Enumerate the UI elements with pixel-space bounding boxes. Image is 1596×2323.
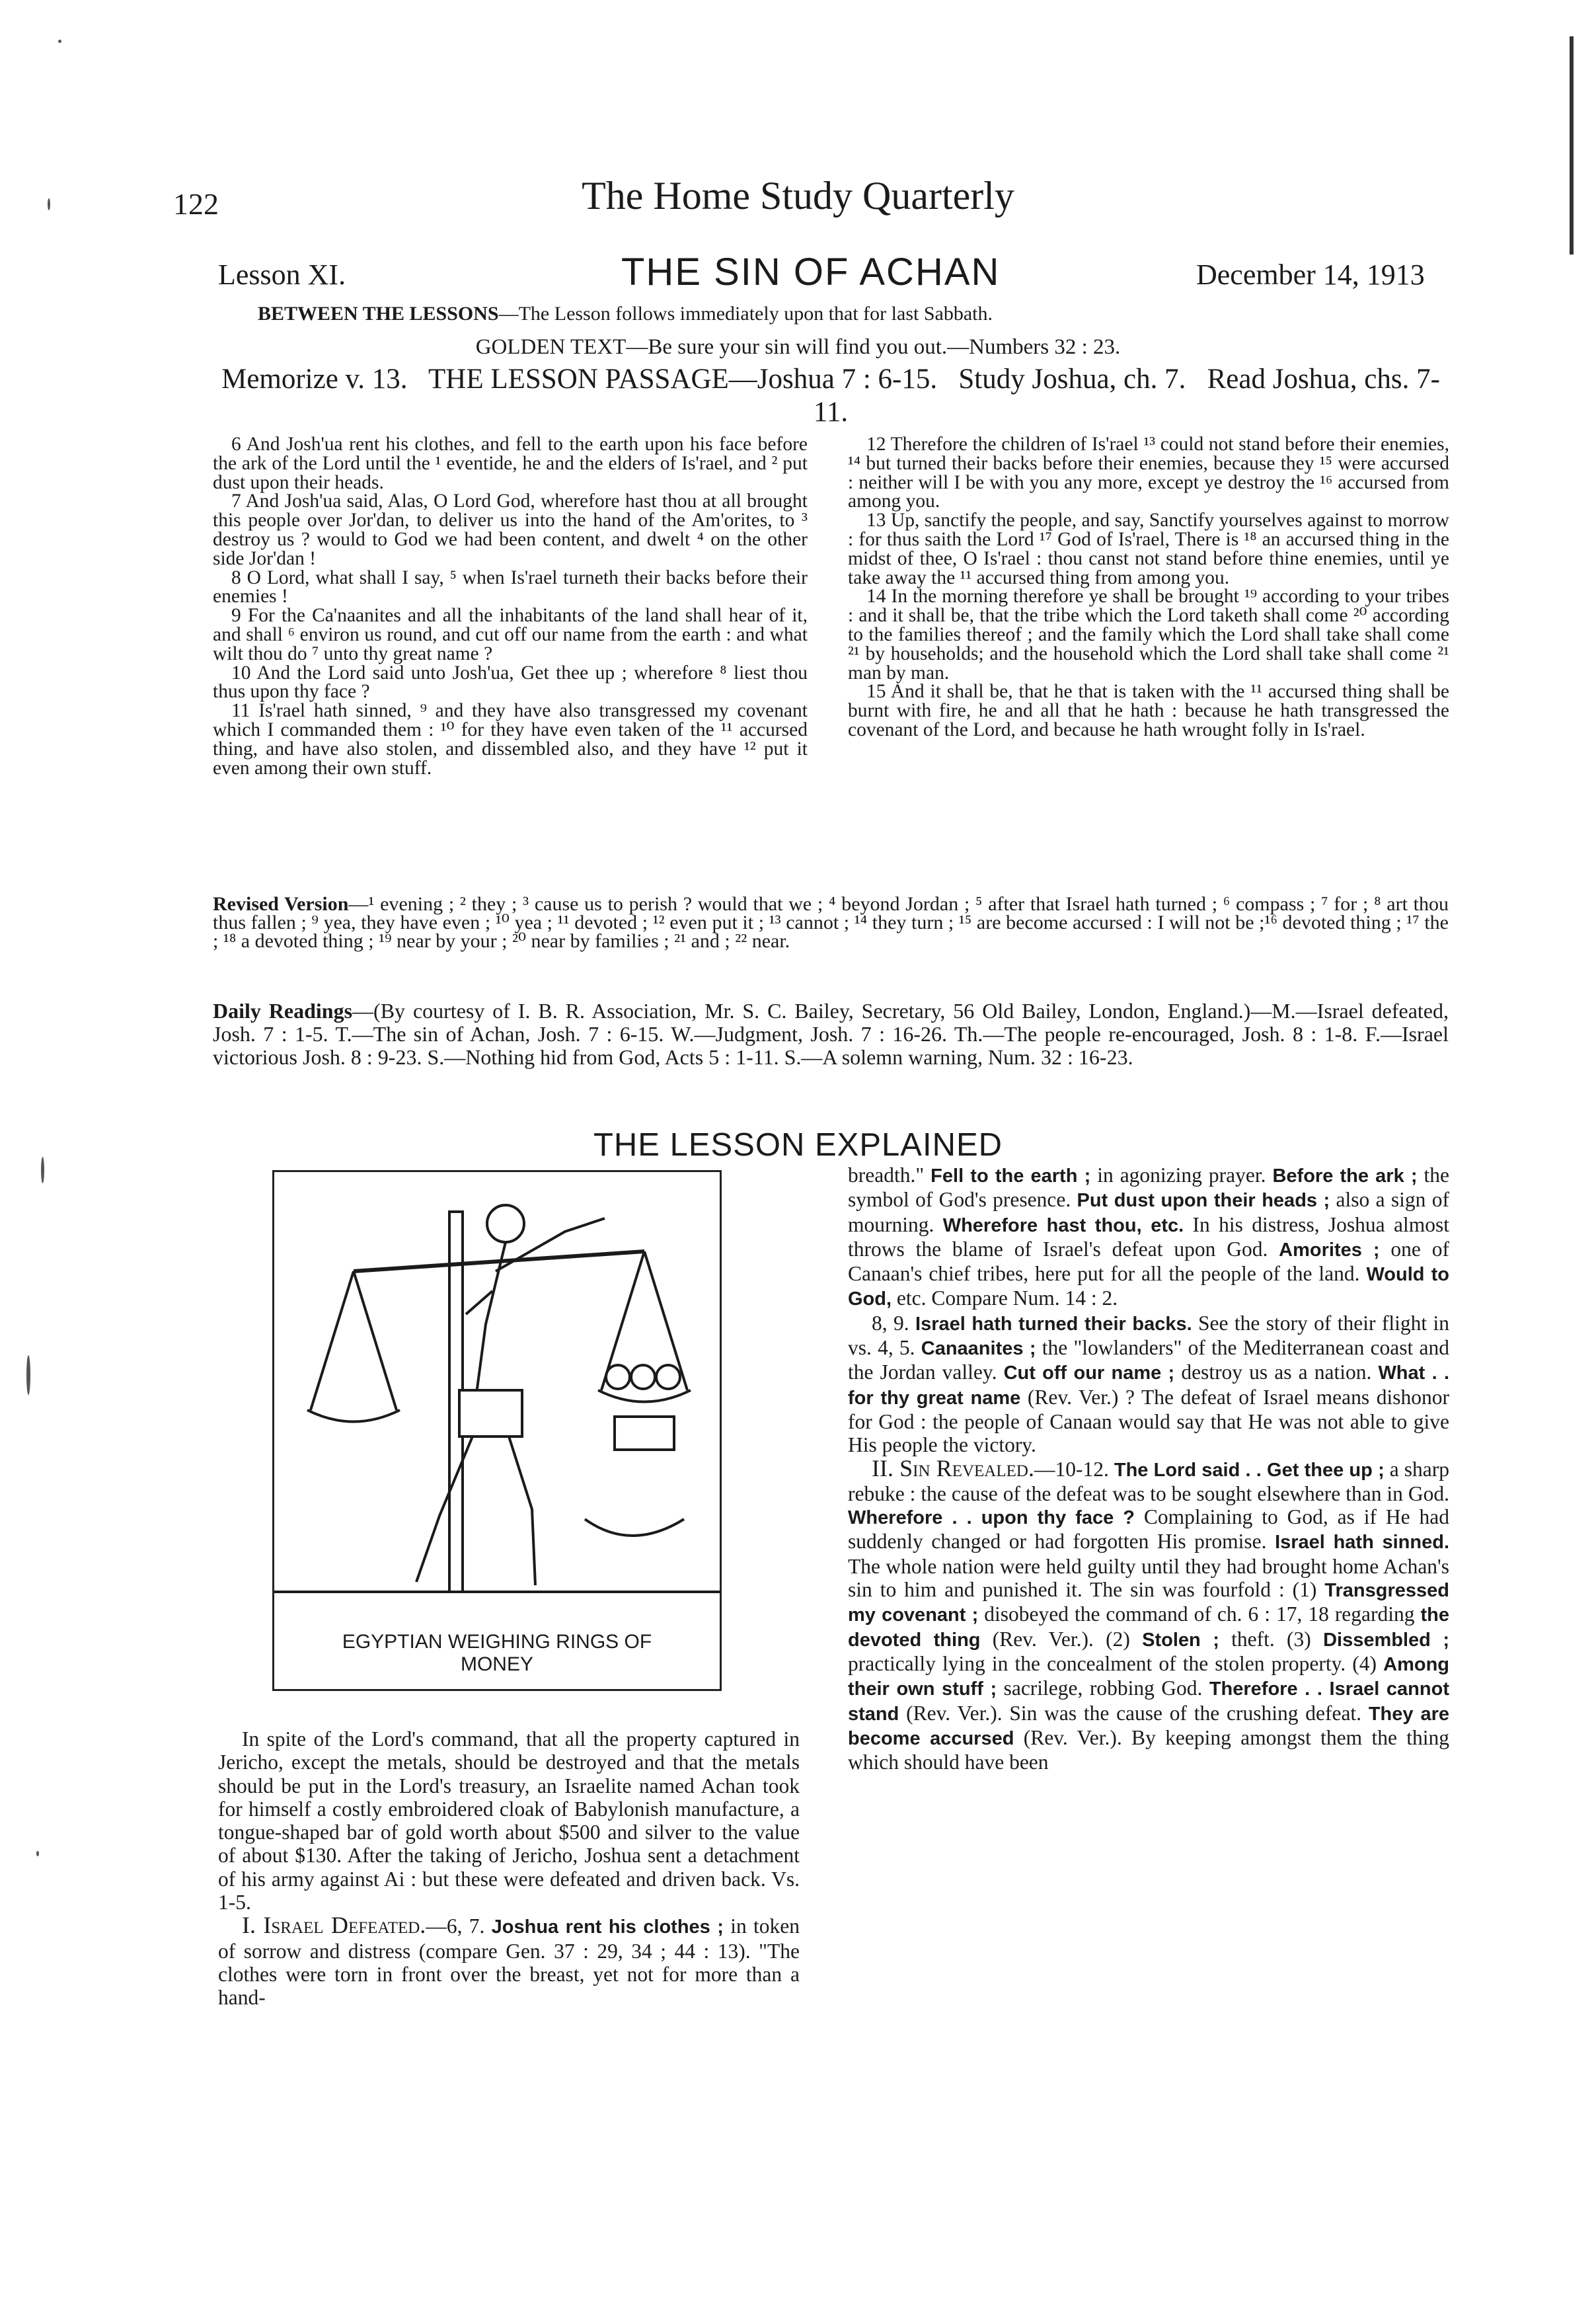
t1d: also a sign of mourning. xyxy=(848,1188,1449,1236)
kw-joshua-rent: Joshua rent his clothes ; xyxy=(491,1916,724,1938)
weight-ring-3 xyxy=(656,1365,680,1389)
verse-15: 15 And it shall be, that he that is taken with the ¹¹ accursed thing shall be burnt with fire, he and all that he hath : because he hath transgressed the covenant of the Lord, and because he hath wrought folly in Is'rael. xyxy=(848,681,1449,740)
kw-wherefore: Wherefore hast thou, etc. xyxy=(942,1214,1184,1236)
s2t1: a sharp rebuke : the cause of the defeat was to be sought elsewhere than in God. xyxy=(848,1457,1450,1505)
section-1-heading: I. Israel Defeated. xyxy=(242,1912,426,1939)
kw-would: Would to God, xyxy=(848,1264,1449,1310)
kw-covenant: Transgressed my covenant ; xyxy=(848,1580,1449,1626)
memorize-line xyxy=(213,363,1449,429)
revised-version-text: —¹ evening ; ² they ; ³ cause us to perish ? would that we ; ⁴ beyond Jordan ; ⁵ after that Israel hath turned ; ⁶ compass ; ⁷ for ; ⁸ art thou thus fallen ; ⁹ yea, they have even ; ¹⁰ yea ; ¹¹ devoted ; ¹² even put it ; ¹³ cannot ; ¹⁴ they turn ; ¹⁵ are become accursed : I will not be ;¹⁶ devoted thing ; ¹⁷ the ; ¹⁸ a devoted thing ; ¹⁹ near by your ; ²⁰ near by families ; ²¹ and ; ²² near. xyxy=(213,893,1449,952)
t1a: breadth." xyxy=(848,1163,931,1187)
kw-stuff: Among their own stuff ; xyxy=(848,1653,1449,1700)
ring-box xyxy=(615,1417,674,1450)
verse-12: 12 Therefore the children of Is'rael ¹³ could not stand before their enemies, ¹⁴ but turned their backs before their enemies, because they ¹⁵ were accursed : neither will I be with you any more, except ye destroy the ¹⁶ accursed from among you. xyxy=(848,434,1449,512)
s2t4: disobeyed the command of ch. 6 : 17, 18 regarding xyxy=(978,1602,1421,1626)
memorize-verse: Memorize v. 13. xyxy=(221,364,408,395)
kw-dissembled: Dissembled ; xyxy=(1323,1629,1449,1651)
kw-sinned: Israel hath sinned. xyxy=(1275,1532,1449,1554)
weight-ring-2 xyxy=(631,1365,655,1389)
between-text: —The Lesson follows immediately upon that for last Sabbath. xyxy=(498,303,993,325)
kw-amorites: Amorites ; xyxy=(1279,1239,1380,1261)
figure-kilt xyxy=(459,1390,522,1437)
lesson-title: THE SIN OF ACHAN xyxy=(621,251,1001,294)
verse-8: 8 O Lord, what shall I say, ⁵ when Is'rael turneth their backs before their enemies ! xyxy=(213,567,808,608)
t2e: (Rev. Ver.) ? The defeat of Israel means dishonor for God : the people of Canaan would say that He was not able to give His people the victory. xyxy=(848,1385,1449,1457)
kw-stolen: Stolen ; xyxy=(1142,1629,1219,1651)
kw-said: The Lord said . . Get thee up ; xyxy=(1114,1459,1385,1481)
lesson-date: December 14, 1913 xyxy=(1196,258,1425,291)
section-1-ref: —6, 7. xyxy=(426,1914,485,1938)
explained-column-left xyxy=(218,1727,800,2010)
verse-11: 11 Is'rael hath sinned, ⁹ and they have also transgressed my covenant which I commanded them : ¹⁰ for they have even taken of the ¹¹ accursed thing, and have also stolen, and dissembled also, and they have ¹² put it even among their own stuff. xyxy=(213,700,808,779)
daily-readings-label: Daily Readings xyxy=(213,999,353,1023)
revised-version-notes xyxy=(213,895,1449,951)
read-reference: Read Joshua, chs. 7-11. xyxy=(813,364,1440,428)
paragraph-v6-7-continued xyxy=(848,1163,1449,1312)
kw-dust: Put dust upon their heads ; xyxy=(1077,1190,1330,1212)
verse-7: 7 And Josh'ua said, Alas, O Lord God, wherefore hast thou at all brought this people over Jor'dan, to deliver us into the hand of the Am'orites, to ³ destroy us ? would to God we had been content, and dwelt ⁴ on the other side Jor'dan ! xyxy=(213,491,808,569)
between-label: BETWEEN THE LESSONS xyxy=(258,303,499,325)
right-pan xyxy=(598,1390,691,1402)
t1e: In his distress, Joshua almost throws the blame of Israel's defeat upon God. xyxy=(848,1212,1450,1261)
s2t9: (Rev. Ver.). Sin was the cause of the crushing defeat. xyxy=(899,1701,1369,1725)
kw-fell: Fell to the earth ; xyxy=(931,1165,1091,1187)
paragraph-v8-9 xyxy=(848,1312,1449,1457)
left-cord-a xyxy=(311,1271,354,1410)
explained-column-right xyxy=(848,1163,1449,1774)
passage-column-left xyxy=(213,435,808,777)
daily-readings xyxy=(213,1000,1449,1069)
t2a: 8, 9. xyxy=(872,1311,916,1335)
passage-column-right xyxy=(848,435,1449,740)
weighing-scale-illustration xyxy=(274,1172,720,1628)
scan-speck xyxy=(58,40,61,43)
section-1-paragraph xyxy=(218,1914,800,2009)
figure-caption-line-2: MONEY xyxy=(460,1653,533,1675)
t1b: in agonizing prayer. xyxy=(1090,1163,1273,1187)
golden-text: GOLDEN TEXT—Be sure your sin will find you out.—Numbers 32 : 23. xyxy=(475,335,1121,359)
verse-13: 13 Up, sanctify the people, and say, Sanctify yourselves against to morrow : for thus saith the Lord ¹⁷ God of Is'rael, There is ¹⁸ an accursed thing in the midst of thee, O Is'rael : thou canst not stand before thine enemies, until ye take away the ¹¹ accursed thing from among you. xyxy=(848,510,1449,588)
basket xyxy=(585,1519,684,1536)
t1c: the symbol of God's presence. xyxy=(848,1163,1449,1212)
s2t7: practically lying in the concealment of the stolen property. (4) xyxy=(848,1651,1384,1675)
between-lessons-note xyxy=(258,303,993,325)
t1g: etc. Compare Num. 14 : 2. xyxy=(892,1286,1118,1310)
section-2-heading: II. Sin Revealed. xyxy=(872,1454,1034,1481)
verse-6: 6 And Josh'ua rent his clothes, and fell to the earth upon his face before the ark of the Lord until the ¹ eventide, he and the elders of Is'rael, and ² put dust upon their heads. xyxy=(213,434,808,493)
left-cord-b xyxy=(354,1271,397,1410)
section-2-ref: —10-12. xyxy=(1034,1457,1109,1481)
study-reference: Study Joshua, ch. 7. xyxy=(958,364,1186,395)
t2c: the "lowlanders" of the Mediterranean coast and the Jordan valley. xyxy=(848,1336,1449,1384)
s2t5: (Rev. Ver.). (2) xyxy=(980,1627,1143,1651)
weight-ring-1 xyxy=(606,1365,630,1389)
kw-devoted: the devoted thing xyxy=(848,1604,1450,1651)
passage-heading: THE LESSON PASSAGE xyxy=(428,364,729,395)
s2t6: theft. (3) xyxy=(1219,1627,1324,1651)
scan-speck xyxy=(26,1355,30,1395)
kw-accursed: They are become accursed xyxy=(848,1703,1449,1749)
figure-caption-line-1: EGYPTIAN WEIGHING RINGS OF xyxy=(342,1631,652,1653)
kw-therefore: Therefore . . Israel cannot stand xyxy=(848,1678,1449,1725)
scan-speck xyxy=(41,1157,44,1183)
section-2-paragraph xyxy=(848,1454,1450,1774)
s2t2: Complaining to God, as if He had suddenly changed or had forgotten His promise. xyxy=(848,1505,1449,1554)
kw-backs: Israel hath turned their backs. xyxy=(915,1313,1192,1335)
s2t3: The whole nation were held guilty until they had brought home Achan's sin to him and punished it. The sin was fourfold : (1) xyxy=(848,1554,1449,1602)
s2t10: (Rev. Ver.). By keeping amongst them the thing which should have been xyxy=(848,1725,1449,1774)
t2b: See the story of their flight in vs. 4, 5. xyxy=(848,1311,1449,1360)
left-pan xyxy=(307,1410,400,1422)
verse-9: 9 For the Ca'naanites and all the inhabitants of the land shall hear of it, and shall ⁶ environ us round, and cut off our name from the earth : and what wilt thou do ⁷ unto thy great name ? xyxy=(213,605,808,664)
page-number: 122 xyxy=(173,187,219,221)
figure-leg-front xyxy=(509,1437,535,1585)
scan-margin-mark xyxy=(1570,36,1574,255)
figure-leg-back xyxy=(416,1437,473,1582)
t1f: one of Canaan's chief tribes, here put for all the people of the land. xyxy=(848,1237,1449,1286)
scan-speck xyxy=(48,198,50,210)
scan-speck xyxy=(36,1851,39,1856)
section-1-text: in token of sorrow and distress (compare Gen. 37 : 29, 34 ; 44 : 13). "The clothes were torn in front over the breast, yet not for more than a hand- xyxy=(218,1914,800,2010)
passage-reference: —Joshua 7 : 6-15. xyxy=(728,364,938,395)
running-title: The Home Study Quarterly xyxy=(582,174,1014,217)
revised-version-label: Revised Version xyxy=(213,893,349,915)
daily-readings-text: —(By courtesy of I. B. R. Association, Mr. S. C. Bailey, Secretary, 56 Old Bailey, London, England.)—M.—Israel defeated, Josh. 7 : 1-5. T.—The sin of Achan, Josh. 7 : 6-15. W.—Judgment, Josh. 7 : 16-26. Th.—The people re-encouraged, Josh. 8 : 1-8. F.—Israel victorious Josh. 8 : 9-23. S.—Nothing hid from God, Acts 5 : 1-11. S.—A solemn warning, Num. 32 : 16-23. xyxy=(213,999,1449,1069)
lesson-number: Lesson XI. xyxy=(218,258,346,291)
kw-cutoff: Cut off our name ; xyxy=(1003,1362,1175,1384)
verse-10: 10 And the Lord said unto Josh'ua, Get thee up ; wherefore ⁸ liest thou thus upon thy face ? xyxy=(213,662,808,703)
lesson-explained-heading: THE LESSON EXPLAINED xyxy=(593,1127,1003,1163)
figure-head xyxy=(487,1205,524,1242)
s2t8: sacrilege, robbing God. xyxy=(997,1676,1209,1700)
kw-wherefore-face: Wherefore . . upon thy face ? xyxy=(848,1507,1135,1529)
intro-paragraph: In spite of the Lord's command, that all the property captured in Jericho, except the metals, should be destroyed and that the metals should be put in the Lord's treasury, an Israelite named Achan took for himself a costly embroidered cloak of Babylonish manufacture, a tongue-shaped bar of gold worth about $500 and silver to the value of about $130. After the taking of Jericho, Joshua sent a detachment of his army against Ai : but these were defeated and driven back. Vs. 1-5. xyxy=(218,1727,800,1914)
kw-what: What . . for thy great name xyxy=(848,1362,1450,1409)
figure-caption xyxy=(272,1631,722,1676)
kw-ark: Before the ark ; xyxy=(1272,1165,1418,1187)
figure-illustration xyxy=(272,1170,722,1691)
t2d: destroy us as a nation. xyxy=(1174,1360,1379,1384)
verse-14: 14 In the morning therefore ye shall be brought ¹⁹ according to your tribes : and it shall be, that the tribe which the Lord taketh shall come ²⁰ according to the families thereof ; and the family which the Lord shall take shall come ²¹ by households; and the household which the Lord shall take shall come ²¹ man by man. xyxy=(848,586,1449,684)
kw-canaanites: Canaanites ; xyxy=(921,1338,1036,1360)
